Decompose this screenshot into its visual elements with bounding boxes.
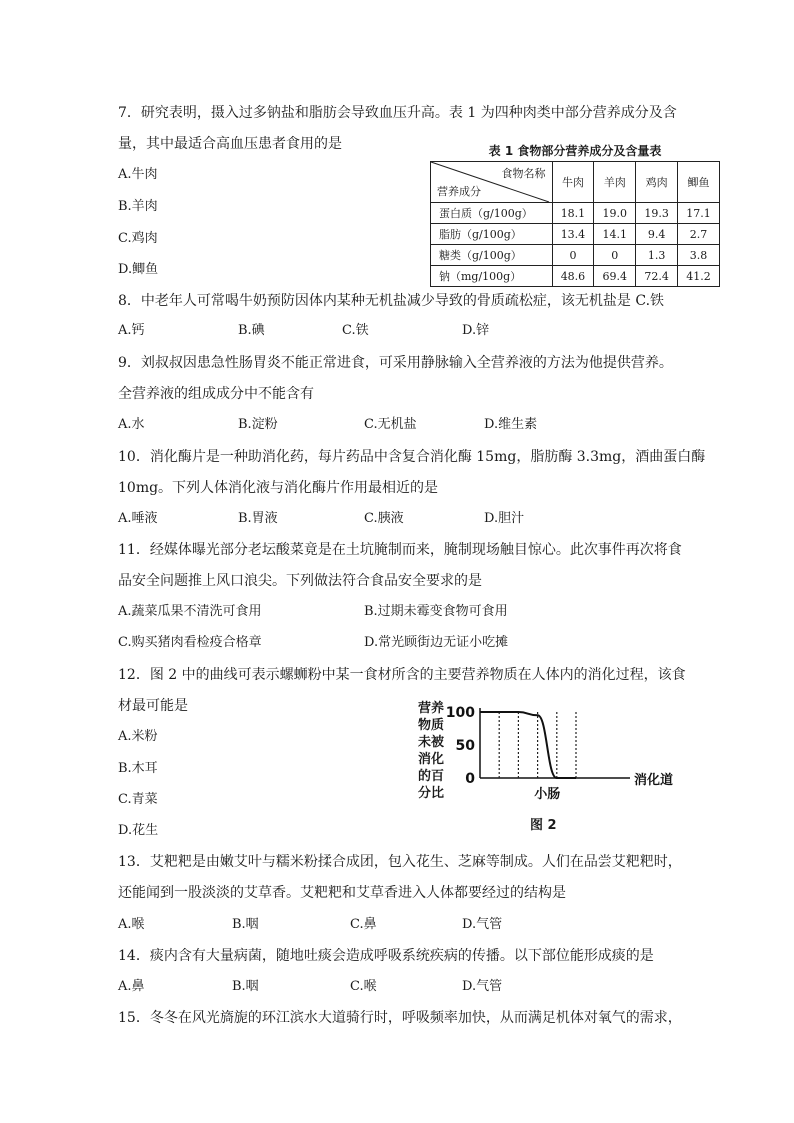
q7-option-a: A.牛肉 xyxy=(118,167,158,182)
food-header: 鲫鱼 xyxy=(678,162,720,203)
table-cell: 1.3 xyxy=(636,245,678,266)
q9-option-b: B.淀粉 xyxy=(238,417,278,432)
table-row xyxy=(431,203,720,224)
q9-stem-line1: 9．刘叔叔因患急性肠胃炎不能正常进食，可采用静脉输入全营养液的方法为他提供营养。 xyxy=(118,355,673,371)
q13-stem-line2: 还能闻到一股淡淡的艾草香。艾粑粑和艾草香进入人体都要经过的结构是 xyxy=(118,885,566,901)
q8-option-b: B.碘 xyxy=(238,323,265,338)
table-cell: 0 xyxy=(552,245,594,266)
table-cell: 69.4 xyxy=(594,266,636,287)
header-food-name: 食物名称 xyxy=(501,167,546,180)
q11-option-c: C.购买猪肉看检疫合格章 xyxy=(118,635,262,650)
q10-stem-line2: 10mg。下列人体消化液与消化酶片作用最相近的是 xyxy=(118,480,439,496)
q14-option-b: B.咽 xyxy=(232,979,259,994)
y-tick-label: 50 xyxy=(455,738,475,754)
q9-stem-line2: 全营养液的组成成分中不能含有 xyxy=(118,386,314,402)
q14-option-a: A.鼻 xyxy=(118,979,145,994)
q10-option-a: A.唾液 xyxy=(118,511,158,526)
row-label: 糖类（g/100g） xyxy=(431,245,553,266)
food-header: 羊肉 xyxy=(594,162,636,203)
digestion-curve xyxy=(480,712,576,778)
nutrition-table xyxy=(430,142,720,287)
q12-option-a: A.米粉 xyxy=(118,729,158,744)
table-cell: 13.4 xyxy=(552,224,594,245)
q15-stem-line1: 15．冬冬在风光旖旎的环江滨水大道骑行时，呼吸频率加快，从而满足机体对氧气的需求， xyxy=(118,1010,682,1026)
q9-option-c: C.无机盐 xyxy=(364,417,417,432)
table-diagonal-header xyxy=(431,162,553,203)
q14-option-d: D.气管 xyxy=(462,979,503,994)
table-cell: 17.1 xyxy=(678,203,720,224)
table-cell: 14.1 xyxy=(594,224,636,245)
q11-option-d: D.常光顾街边无证小吃摊 xyxy=(364,635,509,650)
food-header: 鸡肉 xyxy=(636,162,678,203)
q11-stem-line2: 品安全问题推上风口浪尖。下列做法符合食品安全要求的是 xyxy=(118,573,482,589)
q13-option-b: B.咽 xyxy=(232,917,259,932)
q12-option-c: C.青菜 xyxy=(118,792,158,807)
q8-option-a: A.钙 xyxy=(118,323,145,338)
q10-option-c: C.胰液 xyxy=(364,511,404,526)
table-cell: 0 xyxy=(594,245,636,266)
q7-stem-line1: 7．研究表明，摄入过多钠盐和脂肪会导致血压升高。表 1 为四种肉类中部分营养成分及含 xyxy=(118,105,677,121)
q7-option-c: C.鸡肉 xyxy=(118,231,158,246)
y-label-line: 的百 xyxy=(418,769,445,784)
q8-option-c: C.铁 xyxy=(342,323,369,338)
table-caption: 表 1 食物部分营养成分及含量表 xyxy=(488,144,662,158)
table-cell: 41.2 xyxy=(678,266,720,287)
q10-option-d: D.胆汁 xyxy=(484,511,525,526)
q13-option-c: C.鼻 xyxy=(350,917,377,932)
digestion-plot xyxy=(418,700,674,812)
y-label-line: 物质 xyxy=(418,718,445,733)
q11-option-b: B.过期未霉变食物可食用 xyxy=(364,604,508,619)
y-label-line: 消化 xyxy=(418,752,445,767)
q7-option-d: D.鲫鱼 xyxy=(118,262,159,277)
q13-stem-line1: 13．艾粑粑是由嫩艾叶与糯米粉揉合成团，包入花生、芝麻等制成。人们在品尝艾粑粑时， xyxy=(118,854,682,870)
row-label: 钠（mg/100g） xyxy=(431,266,553,287)
table-cell: 19.0 xyxy=(594,203,636,224)
q9-option-a: A.水 xyxy=(118,417,145,432)
table-cell: 18.1 xyxy=(552,203,594,224)
table-cell: 3.8 xyxy=(678,245,720,266)
q7-option-b: B.羊肉 xyxy=(118,199,158,214)
table-cell: 2.7 xyxy=(678,224,720,245)
q12-option-d: D.花生 xyxy=(118,823,159,838)
q12-stem-line1: 12．图 2 中的曲线可表示螺蛳粉中某一食材所含的主要营养物质在人体内的消化过程，该食 xyxy=(118,667,686,683)
header-nutrient: 营养成分 xyxy=(437,185,481,198)
q8-stem-line1: 8．中老年人可常喝牛奶预防因体内某种无机盐减少导致的骨质疏松症，该无机盐是 C.铁 xyxy=(118,293,665,309)
row-label: 脂肪（g/100g） xyxy=(431,224,553,245)
q10-option-b: B.胃液 xyxy=(238,511,278,526)
q9-option-d: D.维生素 xyxy=(484,417,538,432)
q12-option-b: B.木耳 xyxy=(118,761,158,776)
region-label: 小肠 xyxy=(534,787,561,802)
q14-option-c: C.喉 xyxy=(350,979,377,994)
y-label-line: 未被 xyxy=(418,735,445,750)
q10-stem-line1: 10．消化酶片是一种助消化药，每片药品中含复合消化酶 15mg，脂肪酶 3.3mg，酒曲蛋白酶 xyxy=(118,449,706,465)
y-tick-label: 0 xyxy=(465,771,475,787)
figure-caption: 图 2 xyxy=(530,818,557,833)
row-label: 蛋白质（g/100g） xyxy=(431,203,553,224)
food-header: 牛肉 xyxy=(552,162,594,203)
y-label-line: 分比 xyxy=(418,786,445,801)
q13-option-d: D.气管 xyxy=(462,917,503,932)
figure-2-chart xyxy=(418,700,674,840)
y-tick-label: 100 xyxy=(445,705,475,721)
q11-stem-line1: 11．经媒体曝光部分老坛酸菜竟是在土坑腌制而来，腌制现场触目惊心。此次事件再次将食 xyxy=(118,542,682,558)
table-cell: 48.6 xyxy=(552,266,594,287)
table-row xyxy=(431,266,720,287)
q12-stem-line2: 材最可能是 xyxy=(118,698,188,714)
table-row xyxy=(431,245,720,266)
y-label-line: 营养 xyxy=(418,701,445,716)
q14-stem-line1: 14．痰内含有大量病菌，随地吐痰会造成呼吸系统疾病的传播。以下部位能形成痰的是 xyxy=(118,948,654,964)
q13-option-a: A.喉 xyxy=(118,917,145,932)
x-axis-label: 消化道 xyxy=(634,773,674,788)
table-row xyxy=(431,224,720,245)
q11-option-a: A.蔬菜瓜果不清洗可食用 xyxy=(118,604,262,619)
table-cell: 9.4 xyxy=(636,224,678,245)
q7-stem-line2: 量，其中最适合高血压患者食用的是 xyxy=(118,136,342,152)
table-cell: 72.4 xyxy=(636,266,678,287)
q8-option-d: D.锌 xyxy=(462,323,490,338)
table-cell: 19.3 xyxy=(636,203,678,224)
